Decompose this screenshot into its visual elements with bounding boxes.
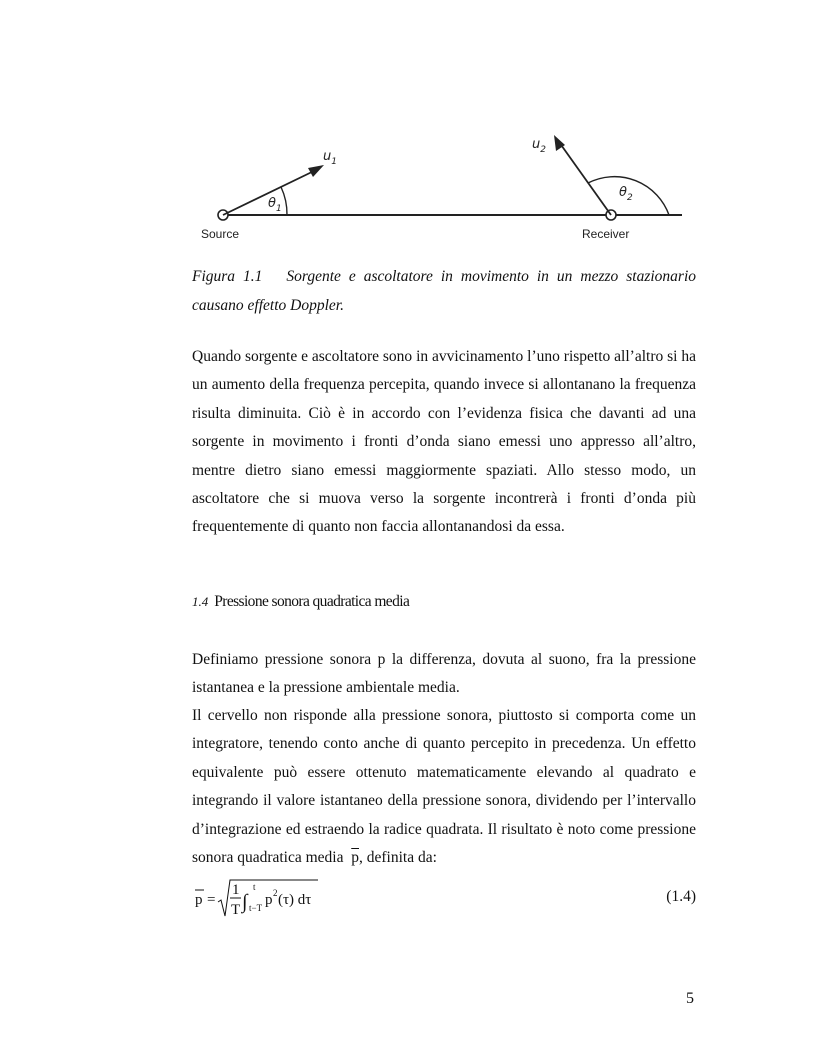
section-title: Pressione sonora quadratica media xyxy=(214,593,410,610)
rms-symbol: $\overline{p}$ xyxy=(351,849,359,867)
lhs-symbol: p xyxy=(195,892,203,908)
u2-label: $u_2$ xyxy=(532,137,546,155)
integrand-power: 2 xyxy=(273,888,278,898)
receiver-label: Receiver xyxy=(582,227,630,241)
caption-text: Sorgente e ascoltatore in movimento in un mezzo stazionario causano effetto Doppler. xyxy=(192,268,697,314)
theta1-arc xyxy=(281,187,287,215)
figure-caption xyxy=(192,262,696,320)
page-number: 5 xyxy=(686,990,694,1007)
equals-sign: = xyxy=(207,892,216,908)
section-heading xyxy=(192,593,409,611)
section-number: 1.4 xyxy=(192,594,209,609)
theta1-label: $\theta_1$ xyxy=(268,196,282,214)
source-label: Source xyxy=(201,227,240,241)
theta2-label: $\theta_2$ xyxy=(619,185,633,203)
integrand-argument: (τ) dτ xyxy=(278,892,312,908)
u2-arrow-shaft xyxy=(559,142,611,215)
fraction-numerator: 1 xyxy=(232,882,240,898)
equation-1-4 xyxy=(192,872,696,922)
fraction-denominator: T xyxy=(231,902,241,918)
doppler-figure xyxy=(190,128,700,248)
u1-arrowhead xyxy=(308,165,324,177)
paragraph-rms-suffix: , definita da: xyxy=(359,849,437,867)
paragraph-rms-text: Il cervello non risponde alla pressione sonora, piuttosto si comporta come un integratore, tenendo conto anche di quanto percepito in precedenza. Un effetto equivalente può essere ottenuto matematicamente elevando al quadrato e integrando il valore istantaneo della pressione sonora, dividendo per l’intervallo d’integrazione ed estraendo la radice quadrata. Il risultato è noto come pressione sonora quadratica media xyxy=(192,707,696,867)
caption-label: Figura 1.1 xyxy=(192,268,263,285)
upper-limit: t xyxy=(253,882,256,892)
integral-sign: ∫ xyxy=(242,891,248,913)
equation-number: (1.4) xyxy=(666,888,696,905)
integrand-symbol: p xyxy=(265,892,273,908)
u1-label: $u_1$ xyxy=(323,149,337,167)
paragraph-doppler: Quando sorgente e ascoltatore sono in avvicinamento l’uno rispetto all’altro si ha un aumento della frequenza percepita, quando invece si allontanano la frequenza risulta diminuita. Ciò è in accordo con l’evidenza fisica che davanti ad una sorgente in movimento i fronti d’onda siano emessi uno appresso all’altro, mentre dietro siano emessi maggiormente spaziati. Allo stesso modo, un ascoltatore che si muova verso la sorgente incontrerà i fronti d’onda più frequentemente di quanto non faccia allontanandosi da essa. xyxy=(192,348,696,536)
paragraph-rms xyxy=(192,702,696,872)
doppler-diagram xyxy=(190,128,700,248)
lower-limit: t−T xyxy=(249,903,263,913)
rms-formula xyxy=(192,872,332,922)
paragraph-definition: Definiamo pressione sonora p la differenza, dovuta al suono, fra la pressione istantanea e la pressione ambientale media. xyxy=(192,651,696,697)
